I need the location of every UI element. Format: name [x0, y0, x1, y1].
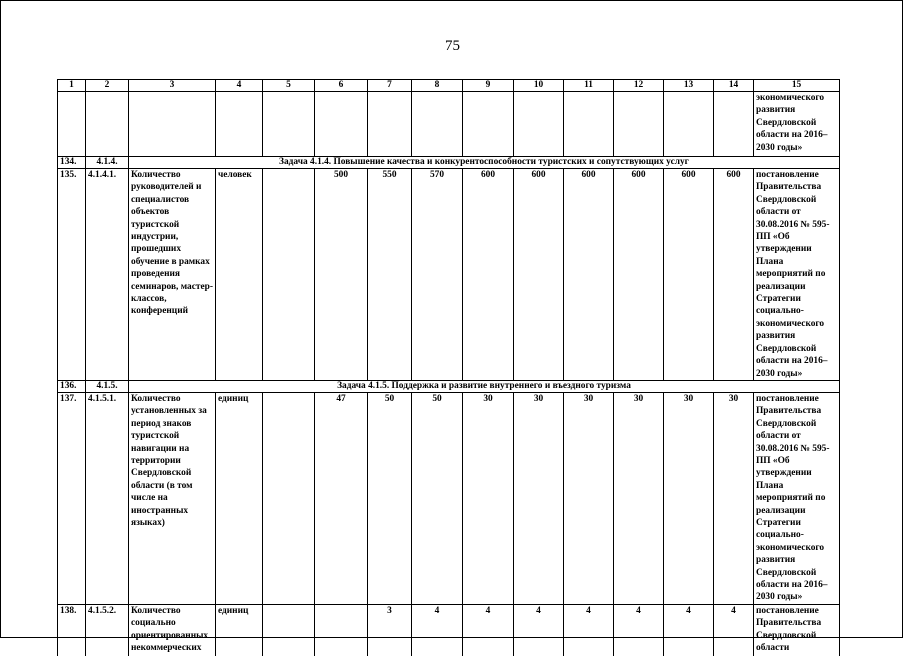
value-cell: 30 — [614, 392, 664, 604]
row-code: 4.1.5. — [86, 380, 129, 392]
task-row — [58, 380, 840, 392]
header-cell: 4 — [216, 80, 263, 92]
source-cell: постановление Правительства Свердловской области от 30.08.2016 № 595-ПП «Об утверждении Плана мероприятий по реализации Стратегии социально-экономического развития Свердловской области на 2016–2030 годы» — [754, 392, 840, 604]
value-cell: 3 — [368, 604, 412, 656]
value-cell: 4 — [412, 604, 463, 656]
table-row — [58, 392, 840, 604]
row-code: 4.1.5.1. — [86, 392, 129, 604]
unit: единиц — [216, 604, 263, 656]
row-number: 135. — [58, 169, 86, 381]
indicator-name: Количество социально ориентированных некоммерческих — [129, 604, 216, 656]
value-cell: 4 — [614, 604, 664, 656]
value-cell: 550 — [368, 169, 412, 381]
value-cell: 4 — [463, 604, 514, 656]
task-title: Задача 4.1.4. Повышение качества и конкурентоспособности туристских и сопутствующих услуг — [129, 157, 840, 169]
value-cell: 600 — [714, 169, 754, 381]
header-cell: 3 — [129, 80, 216, 92]
unit: человек — [216, 169, 263, 381]
header-cell: 15 — [754, 80, 840, 92]
value-cell: 50 — [368, 392, 412, 604]
task-title: Задача 4.1.5. Поддержка и развитие внутреннего и въездного туризма — [129, 380, 840, 392]
table-row — [58, 604, 840, 656]
header-cell: 10 — [514, 80, 564, 92]
indicators-table — [57, 79, 840, 656]
source-cell: постановление Правительства Свердловской области от 30.08.2016 № 595-ПП «Об утверждении Плана мероприятий по реализации Стратегии социально-экономического развития Свердловской области на 2016–2030 годы» — [754, 169, 840, 381]
value-cell: 600 — [614, 169, 664, 381]
row-number: 138. — [58, 604, 86, 656]
header-cell: 6 — [315, 80, 368, 92]
header-cell: 9 — [463, 80, 514, 92]
unit: единиц — [216, 392, 263, 604]
indicator-name: Количество руководителей и специалистов объектов туристской индустрии, прошедших обучение в рамках проведения семинаров, мастер-классов, конференций — [129, 169, 216, 381]
header-cell: 2 — [86, 80, 129, 92]
header-cell: 12 — [614, 80, 664, 92]
value-cell — [263, 169, 315, 381]
value-cell — [315, 604, 368, 656]
row-number: 137. — [58, 392, 86, 604]
value-cell: 600 — [514, 169, 564, 381]
task-row — [58, 157, 840, 169]
source-cell: экономического развития Свердловской области на 2016–2030 годы» — [754, 92, 840, 157]
value-cell — [263, 604, 315, 656]
table-row-continued — [58, 92, 840, 157]
indicator-name: Количество установленных за период знаков туристской навигации на территории Свердловской области (в том числе на иностранных языках) — [129, 392, 216, 604]
header-cell: 8 — [412, 80, 463, 92]
value-cell: 30 — [714, 392, 754, 604]
value-cell: 50 — [412, 392, 463, 604]
value-cell: 4 — [714, 604, 754, 656]
value-cell: 30 — [463, 392, 514, 604]
header-cell: 13 — [664, 80, 714, 92]
page-number: 75 — [445, 38, 460, 54]
row-code: 4.1.4. — [86, 157, 129, 169]
value-cell — [263, 392, 315, 604]
value-cell: 4 — [664, 604, 714, 656]
source-cell: постановление Правительства Свердловской области — [754, 604, 840, 656]
header-row — [58, 80, 840, 92]
header-cell: 14 — [714, 80, 754, 92]
row-code: 4.1.5.2. — [86, 604, 129, 656]
value-cell: 600 — [463, 169, 514, 381]
header-cell: 5 — [263, 80, 315, 92]
row-number: 136. — [58, 380, 86, 392]
value-cell: 600 — [664, 169, 714, 381]
header-cell: 1 — [58, 80, 86, 92]
value-cell: 30 — [664, 392, 714, 604]
row-number: 134. — [58, 157, 86, 169]
value-cell: 4 — [514, 604, 564, 656]
value-cell: 600 — [564, 169, 614, 381]
header-cell: 11 — [564, 80, 614, 92]
value-cell: 47 — [315, 392, 368, 604]
header-cell: 7 — [368, 80, 412, 92]
value-cell: 30 — [564, 392, 614, 604]
value-cell: 570 — [412, 169, 463, 381]
value-cell: 500 — [315, 169, 368, 381]
value-cell: 4 — [564, 604, 614, 656]
row-code: 4.1.4.1. — [86, 169, 129, 381]
table-row — [58, 169, 840, 381]
value-cell: 30 — [514, 392, 564, 604]
